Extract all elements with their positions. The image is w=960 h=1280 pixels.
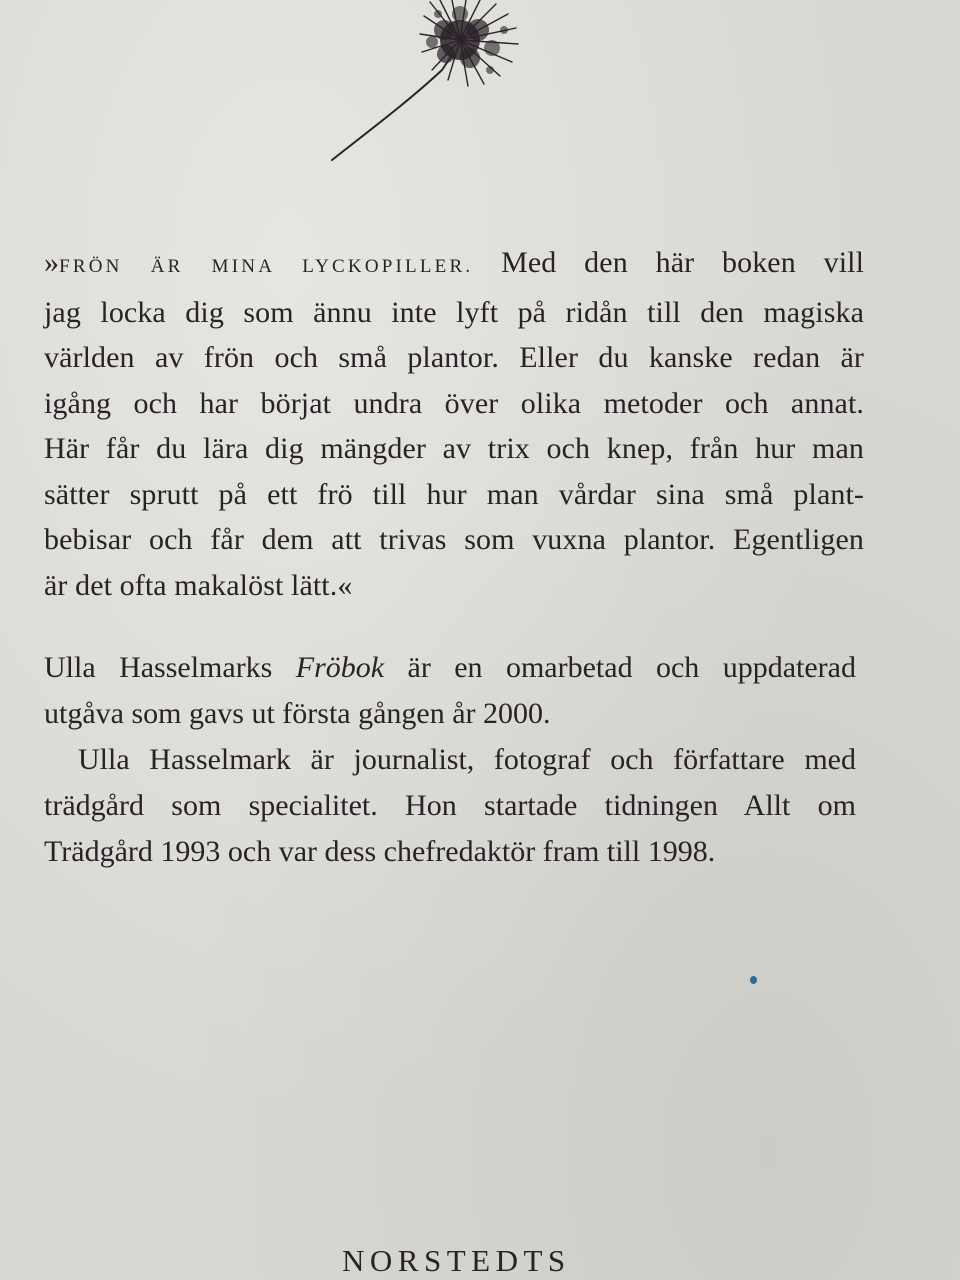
author-bio-line: Ulla Hasselmark är journalist, fotograf och författare med [78, 743, 856, 776]
quote-line: sätter sprutt på ett frö till hur man vårdar sina små plant- [44, 477, 864, 511]
quote-line: Här får du lära dig mängder av trix och knep, från hur man [44, 432, 864, 465]
about-book-paragraph [44, 645, 856, 875]
author-bio-line: Trädgård 1993 och var dess chefredaktör fram till 1998. [44, 835, 716, 868]
about-line: utgåva som gavs ut första gången år 2000. [44, 697, 551, 730]
book-title: Fröbok [295, 651, 385, 684]
quote-paragraph [44, 240, 864, 608]
quote-line: jag locka dig som ännu inte lyft på ridån till den magiska [44, 295, 864, 329]
quote-lead-smallcaps: FRÖN ÄR MINA LYCKOPILLER. [59, 256, 474, 277]
quote-line: »FRÖN ÄR MINA LYCKOPILLER. Med den här boken vill [44, 246, 865, 279]
seed-head-flower-icon [320, 0, 560, 170]
about-line: Ulla Hasselmarks Fröbok är en omarbetad och uppdaterad [44, 651, 856, 684]
quote-line: bebisar och får dem att trivas som vuxna plantor. Egentligen [44, 523, 864, 556]
quote-line: världen av frön och små plantor. Eller du kanske redan är [44, 341, 864, 374]
publisher-name: NORSTEDTS [342, 1243, 571, 1278]
quote-line: är det ofta makalöst lätt.« [44, 568, 353, 602]
author-bio-line: trädgård som specialitet. Hon startade tidningen Allt om [44, 789, 856, 822]
ink-spot [750, 976, 757, 984]
quote-line: igång och har börjat undra över olika metoder och annat. [44, 386, 864, 420]
